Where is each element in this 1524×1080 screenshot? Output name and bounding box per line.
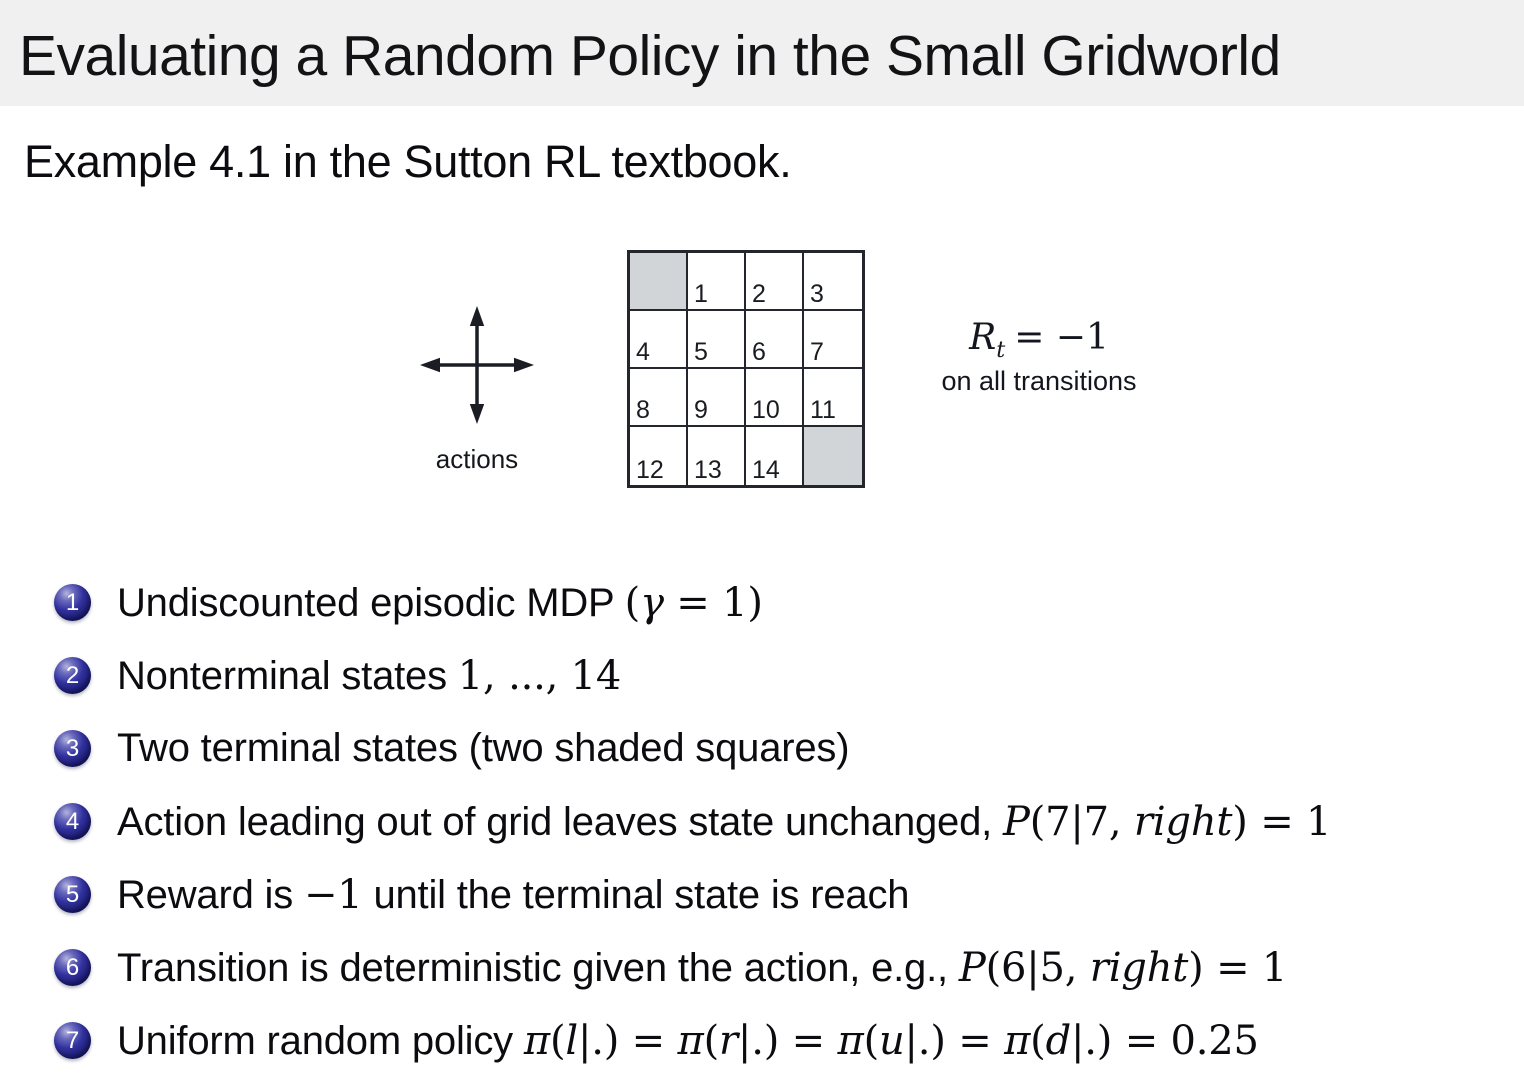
item-number-badge: 5: [54, 876, 91, 913]
reward-caption: on all transitions: [941, 365, 1137, 396]
list-item: [54, 639, 1514, 712]
text-run: (6|5,: [985, 944, 1090, 991]
item-number-badge: 2: [54, 657, 91, 694]
text-run: |.) =: [904, 1017, 1005, 1064]
list-item-text: [117, 580, 763, 626]
grid-cell: [688, 253, 746, 311]
text-run: right: [1089, 944, 1189, 991]
reward-value: = −1: [1014, 317, 1109, 358]
grid-cell: [746, 427, 804, 485]
text-run: Nonterminal states: [117, 653, 458, 698]
actions-figure: [420, 306, 534, 474]
list-item: [54, 566, 1514, 639]
grid-cell-label: 13: [694, 456, 722, 484]
text-run: Undiscounted episodic MDP: [117, 580, 625, 625]
text-run: l: [565, 1017, 578, 1064]
text-run: (: [863, 1017, 879, 1064]
grid-cell-label: 4: [636, 338, 650, 366]
actions-cross-icon: [420, 306, 534, 424]
item-number-badge: 4: [54, 803, 91, 840]
grid-cell-label: 12: [636, 456, 664, 484]
grid-cell: [630, 311, 688, 369]
text-run: ) = 1: [1188, 944, 1288, 991]
item-number-badge: 6: [54, 949, 91, 986]
subtitle-text: Example 4.1 in the Sutton RL textbook.: [24, 136, 792, 187]
text-run: until the terminal state is reach: [362, 872, 910, 917]
list-item-text: [117, 799, 1331, 845]
text-run: π: [837, 1017, 864, 1064]
text-run: |.) =: [577, 1017, 678, 1064]
text-run: π: [523, 1017, 550, 1064]
grid-cell-terminal: [630, 253, 688, 311]
grid-cell-label: 8: [636, 396, 650, 424]
page-title: Evaluating a Random Policy in the Small Gridworld: [19, 23, 1281, 88]
list-item-text: [117, 1018, 1259, 1064]
text-run: (: [624, 579, 641, 626]
text-run: r: [719, 1017, 738, 1064]
text-run: Uniform random policy: [117, 1018, 524, 1063]
text-run: (: [703, 1017, 719, 1064]
grid-cell-terminal: [804, 427, 862, 485]
text-run: π: [677, 1017, 704, 1064]
list-item-text: [117, 872, 909, 918]
text-run: = 1): [663, 579, 763, 626]
grid-cell-label: 14: [752, 456, 780, 484]
text-run: Reward is: [117, 872, 304, 917]
gridworld: [627, 250, 865, 488]
text-run: ) = 1: [1232, 798, 1332, 845]
list-item-text: [117, 653, 621, 699]
list-item: [54, 712, 1514, 785]
reward-subscript: t: [996, 337, 1006, 364]
reward-variable: R: [969, 317, 997, 358]
text-run: Two terminal states (two shaded squares): [117, 726, 850, 770]
grid-cell: [804, 369, 862, 427]
grid-cell-label: 5: [694, 338, 708, 366]
text-run: right: [1133, 798, 1233, 845]
grid-cell-label: 10: [752, 396, 780, 424]
grid-cell-label: 6: [752, 338, 766, 366]
text-run: P: [958, 944, 986, 991]
grid-cell: [688, 311, 746, 369]
grid-cell: [688, 369, 746, 427]
list-item-text: [117, 945, 1287, 991]
text-run: 1, ..., 14: [457, 652, 622, 699]
grid-cell-label: 2: [752, 280, 766, 308]
text-run: (7|7,: [1029, 798, 1134, 845]
grid-cell: [746, 369, 804, 427]
text-run: Action leading out of grid leaves state unchanged,: [117, 799, 1003, 844]
list-item-text: [117, 726, 849, 771]
list-item: [54, 931, 1514, 1004]
reward-formula: [889, 317, 1189, 363]
text-run: |.) =: [737, 1017, 838, 1064]
list-item: [54, 1004, 1514, 1077]
grid-cell: [746, 311, 804, 369]
grid-cell: [630, 369, 688, 427]
bullet-list: [54, 566, 1514, 1077]
text-run: (: [1030, 1017, 1046, 1064]
item-number-badge: 7: [54, 1022, 91, 1059]
title-bar: [0, 0, 1524, 106]
text-run: d: [1045, 1017, 1071, 1064]
grid-cell: [630, 427, 688, 485]
text-run: u: [878, 1017, 905, 1064]
list-item: [54, 858, 1514, 931]
grid-cell-label: 3: [810, 280, 824, 308]
grid-cell: [688, 427, 746, 485]
reward-annotation: [889, 317, 1189, 397]
grid-cell: [804, 311, 862, 369]
grid-cell-label: 11: [810, 396, 836, 424]
grid-cell-label: 1: [694, 280, 708, 308]
text-run: Transition is deterministic given the action, e.g.,: [117, 945, 959, 990]
actions-label: actions: [435, 444, 519, 474]
text-run: π: [1004, 1017, 1031, 1064]
grid-cell: [804, 253, 862, 311]
text-run: |.) = 0.25: [1070, 1017, 1259, 1064]
item-number-badge: 1: [54, 584, 91, 621]
list-item: [54, 785, 1514, 858]
item-number-badge: 3: [54, 730, 91, 767]
text-run: γ: [640, 579, 664, 626]
text-run: P: [1002, 798, 1030, 845]
text-run: (: [549, 1017, 566, 1064]
grid-cell: [746, 253, 804, 311]
text-run: −1: [303, 871, 363, 918]
grid-cell-label: 7: [810, 338, 824, 366]
grid-cell-label: 9: [694, 396, 708, 424]
